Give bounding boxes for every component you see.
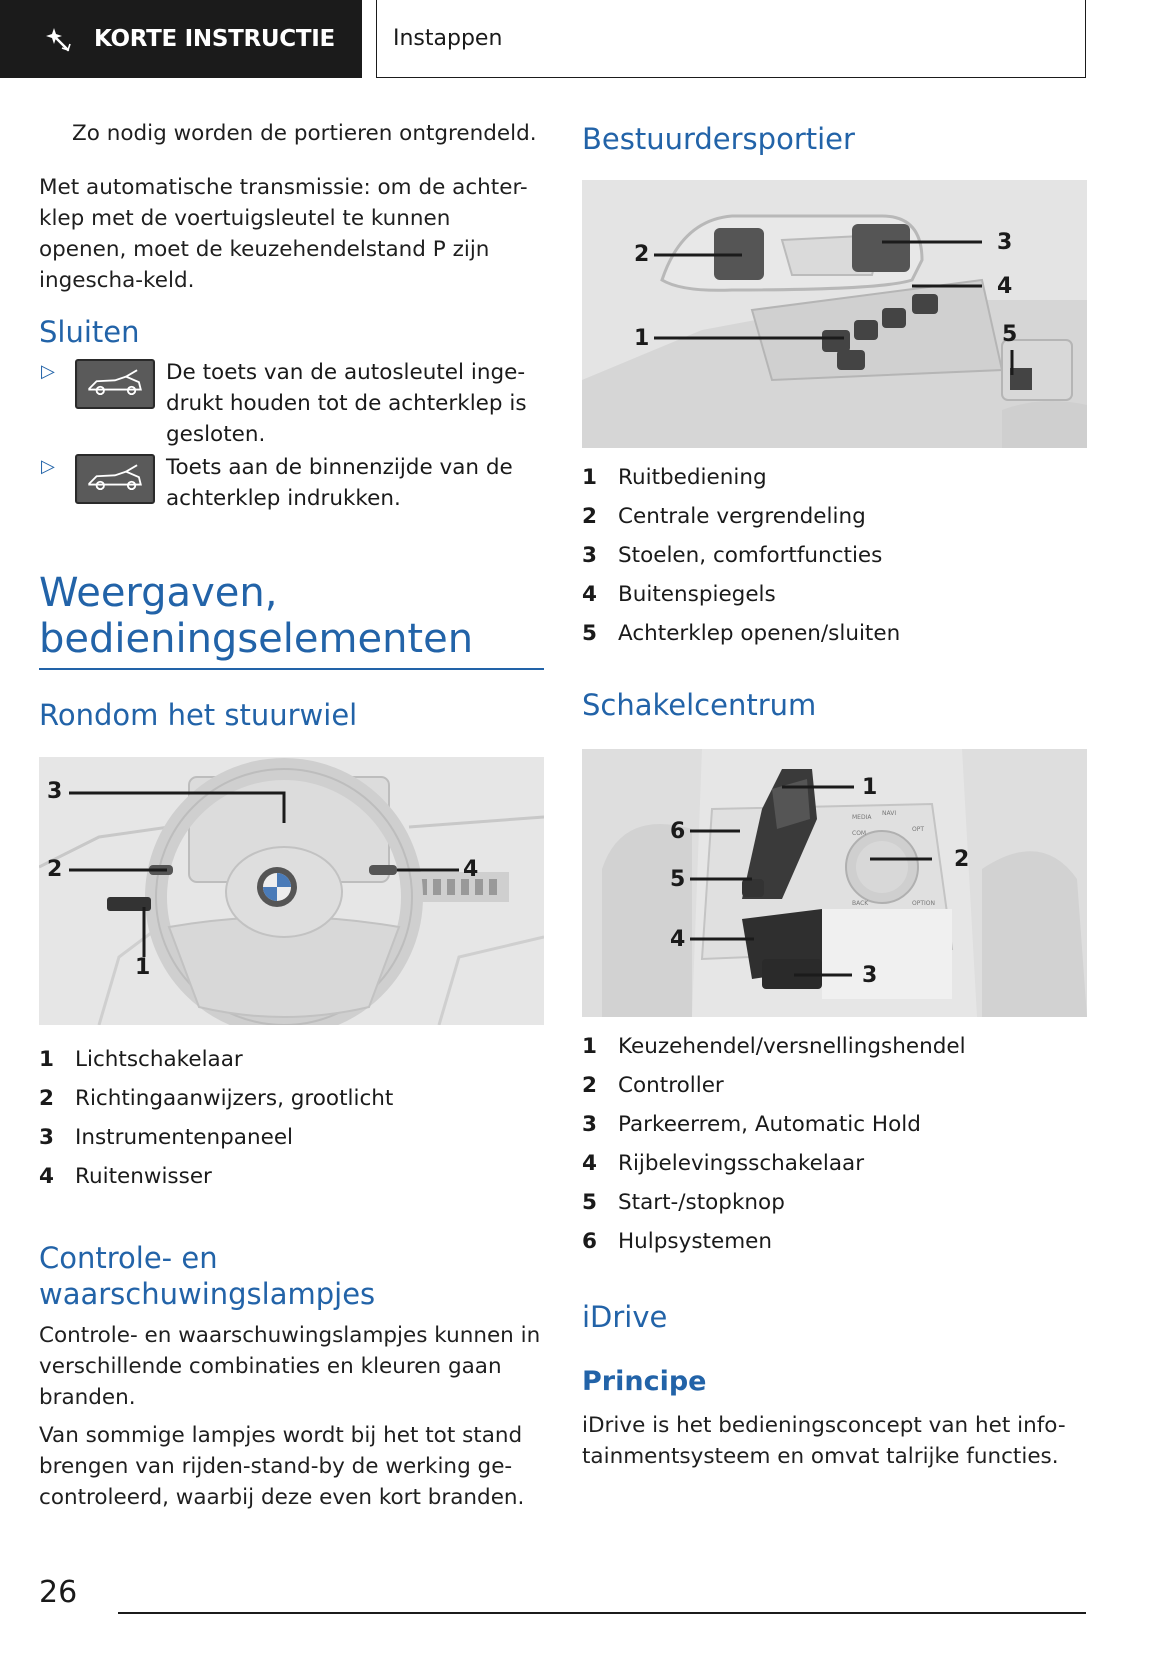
callout-3: 3 xyxy=(997,230,1013,255)
heading-rule xyxy=(39,668,544,670)
shift-center-figure xyxy=(582,749,1087,1017)
principe-text: iDrive is het bedieningsconcept van het info-tainmentsysteem en omvat talrijke functies. xyxy=(582,1413,1066,1469)
door-illustration xyxy=(582,180,1087,448)
callout-4: 4 xyxy=(997,274,1013,299)
page-number: 26 xyxy=(39,1575,78,1610)
callout-2: 2 xyxy=(47,857,63,882)
main-heading: Weergaven, bedieningselementen xyxy=(39,570,474,662)
callout-2: 2 xyxy=(634,242,650,267)
list-item: 1 Lichtschakelaar xyxy=(39,1047,243,1072)
svg-text:BACK: BACK xyxy=(852,900,869,907)
list-item: 3 Instrumentenpaneel xyxy=(39,1125,294,1150)
callout-2: 2 xyxy=(954,847,970,872)
bullet-text: Toets aan de binnenzijde van de achterklep indrukken. xyxy=(166,455,513,511)
sluiten-heading: Sluiten xyxy=(39,315,140,349)
schakel-list xyxy=(582,1027,1087,1261)
lampjes-paragraph-2: Van sommige lampjes wordt bij het tot stand brengen van rijden-stand-by de werking ge-controleerd, waarbij deze even kort branden. xyxy=(39,1423,525,1510)
list-item: 1 Keuzehendel/versnellingshendel xyxy=(582,1034,966,1059)
list-item: 6 Hulpsystemen xyxy=(582,1229,772,1254)
idrive-heading: iDrive xyxy=(582,1300,668,1334)
steering-wheel-illustration xyxy=(39,757,544,1025)
bullet-triangle-icon: ▷ xyxy=(41,361,55,382)
list-item: 4 Ruitenwisser xyxy=(39,1164,212,1189)
callout-4: 4 xyxy=(463,857,479,882)
principe-heading: Principe xyxy=(582,1366,707,1397)
list-item: 5 Start-/stopknop xyxy=(582,1190,785,1215)
shift-center-illustration xyxy=(582,749,1087,1017)
callout-5: 5 xyxy=(670,867,686,892)
schakel-heading: Schakelcentrum xyxy=(582,688,817,722)
list-item: 3 Stoelen, comfortfuncties xyxy=(582,543,883,568)
section-title: KORTE INSTRUCTIE xyxy=(94,26,335,52)
list-item xyxy=(39,357,544,447)
svg-text:MEDIA: MEDIA xyxy=(852,814,872,821)
list-item: 5 Achterklep openen/sluiten xyxy=(582,621,901,646)
bullet-text: De toets van de autosleutel inge-drukt houden tot de achterklep is gesloten. xyxy=(166,360,527,447)
callout-5: 5 xyxy=(1002,322,1018,347)
callout-1: 1 xyxy=(135,955,151,980)
subsection-box xyxy=(376,0,1086,78)
svg-text:OPT: OPT xyxy=(912,826,925,833)
trunk-key-icon xyxy=(75,359,155,409)
sparkle-icon xyxy=(46,24,76,54)
callout-1: 1 xyxy=(862,775,878,800)
callout-3: 3 xyxy=(47,779,63,804)
list-item: 2 Controller xyxy=(582,1073,724,1098)
intro-indented: Zo nodig worden de portieren ontgrendeld. xyxy=(72,121,537,146)
section-tab xyxy=(0,0,362,78)
list-item xyxy=(39,452,544,522)
callout-1: 1 xyxy=(634,326,650,351)
intro-paragraph: Met automatische transmissie: om de achter-klep met de voertuigsleutel te kunnen openen, moet de keuzehendelstand P zijn ingescha-keld. xyxy=(39,175,528,293)
callout-3: 3 xyxy=(862,963,878,988)
callout-6: 6 xyxy=(670,819,686,844)
bullet-triangle-icon: ▷ xyxy=(41,456,55,477)
list-item: 4 Buitenspiegels xyxy=(582,582,776,607)
subsection-title: Instappen xyxy=(393,26,503,51)
lampjes-paragraph-1: Controle- en waarschuwingslampjes kunnen in verschillende combinaties en kleuren gaan branden. xyxy=(39,1323,541,1410)
svg-text:OPTION: OPTION xyxy=(912,900,935,907)
steering-wheel-figure xyxy=(39,757,544,1025)
list-item: 4 Rijbelevingsschakelaar xyxy=(582,1151,865,1176)
stuurwiel-heading: Rondom het stuurwiel xyxy=(39,698,358,732)
stuurwiel-list xyxy=(39,1040,544,1196)
door-figure xyxy=(582,180,1087,448)
lampjes-heading: Controle- en waarschuwingslampjes xyxy=(39,1241,376,1311)
svg-text:NAVI: NAVI xyxy=(882,810,897,817)
list-item: 2 Centrale vergrendeling xyxy=(582,504,866,529)
list-item: 3 Parkeerrem, Automatic Hold xyxy=(582,1112,921,1137)
footer-rule xyxy=(118,1612,1086,1614)
trunk-button-icon xyxy=(75,454,155,504)
list-item: 2 Richtingaanwijzers, grootlicht xyxy=(39,1086,394,1111)
list-item: 1 Ruitbediening xyxy=(582,465,767,490)
callout-4: 4 xyxy=(670,927,686,952)
svg-text:COM: COM xyxy=(852,830,867,837)
portier-heading: Bestuurdersportier xyxy=(582,122,855,156)
portier-list xyxy=(582,458,1087,653)
